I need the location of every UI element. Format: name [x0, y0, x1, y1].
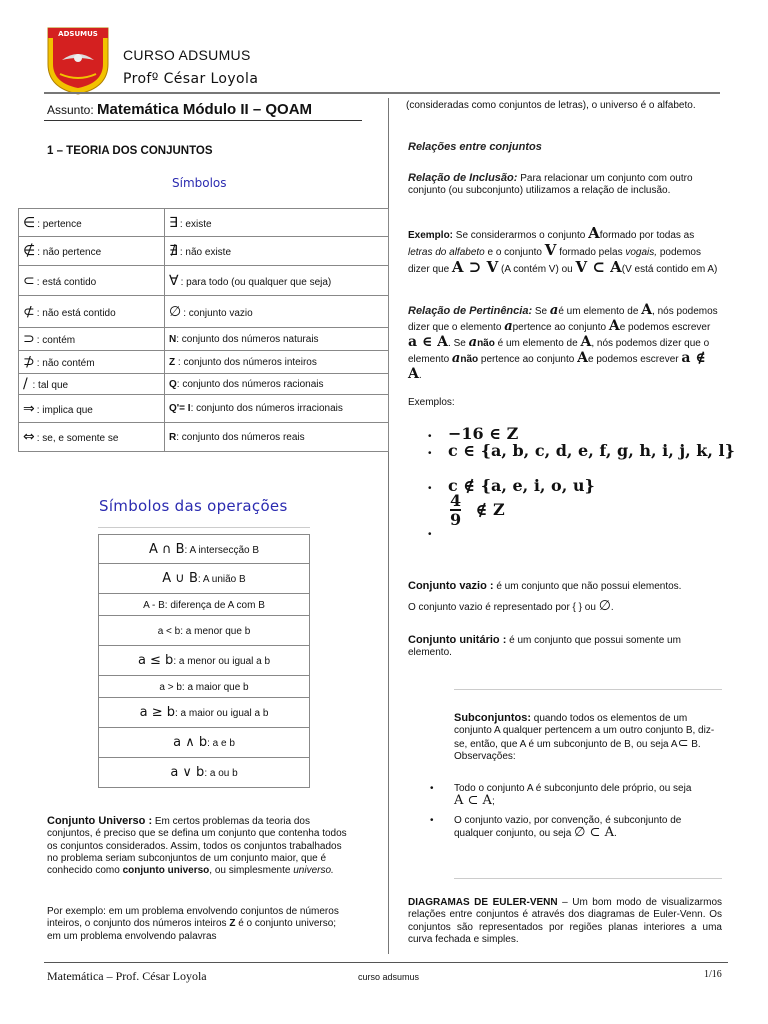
- subsets-paragraph: Subconjuntos: quando todos os elementos de um conjunto A qualquer pertencem a um outro conjunto B, diz-se, então, que A é um subconjunto de B, ou seja A⊂ B. Observações:: [454, 712, 715, 762]
- symbol-cell: ⊅ : não contém: [19, 351, 165, 374]
- symbol-cell: ⇒ : implica que: [19, 395, 165, 423]
- symbol-cell: ⊂ : está contido: [19, 266, 165, 296]
- operation-cell: a < b: a menor que b: [99, 616, 310, 646]
- operation-row: [99, 616, 310, 646]
- example-1: • −16 ∈ Z: [428, 424, 519, 443]
- operation-cell: a ≥ b: a maior ou igual a b: [99, 698, 310, 728]
- operation-cell: a ≤ b: a menor ou igual a b: [99, 646, 310, 676]
- pertinence-paragraph: Relação de Pertinência: Se aé um elemento de A, nós podemos dizer que o elemento apertence ao conjunto Ae podemos escrever a ∈ A. Se anão é um elemento de A, nós podemos dizer que o elemento anão pertence ao conjunto Ae podemos escrever a ∉ A.: [408, 302, 718, 382]
- footer-divider: [44, 962, 728, 963]
- symbol-row: [19, 374, 389, 395]
- symbol-row: [19, 395, 389, 423]
- symbol-cell: ∃ : existe: [165, 209, 389, 237]
- universe-paragraph: Conjunto Universo : Em certos problemas da teoria dos conjuntos, é preciso que se defina um conjunto que contenha todos os conjuntos considerados. Assim, todos os conjuntos trabalhados no problema seriam subconjuntos de um conjunto maior, que é conhecido como conjunto universo, ou simplesmente universo.: [47, 815, 347, 877]
- operation-cell: a ∨ b: a ou b: [99, 758, 310, 788]
- symbol-cell: ⊃ : contém: [19, 328, 165, 351]
- symbols-table: [18, 208, 389, 452]
- subject-underline: [44, 120, 362, 121]
- universe-example: Por exemplo: em um problema envolvendo conjuntos de números inteiros, o conjunto dos números inteiros Z é o conjunto universo; em um problema envolvendo palavras: [47, 906, 339, 942]
- symbol-cell: Q: conjunto dos números racionais: [165, 374, 389, 395]
- symbol-row: [19, 351, 389, 374]
- course-name: CURSO ADSUMUS: [123, 47, 251, 63]
- symbol-cell: ∉ : não pertence: [19, 237, 165, 266]
- operations-table: [98, 534, 310, 788]
- footer-center: curso adsumus: [358, 972, 420, 982]
- operation-cell: a ∧ b: a e b: [99, 728, 310, 758]
- symbol-row: [19, 328, 389, 351]
- logo-text: ADSUMUS: [58, 30, 98, 38]
- relations-title: Relações entre conjuntos: [408, 141, 542, 153]
- operations-title: Símbolos das operações: [99, 497, 288, 515]
- page-number: 1/16: [704, 969, 722, 980]
- example-2: • c ∈ {a, b, c, d, e, f, g, h, i, j, k, l}: [428, 441, 735, 460]
- symbol-cell: ∄ : não existe: [165, 237, 389, 266]
- symbol-cell: ∅ : conjunto vazio: [165, 296, 389, 328]
- universe-continuation: (consideradas como conjuntos de letras), o universo é o alfabeto.: [406, 100, 696, 111]
- examples-label: Exemplos:: [408, 397, 455, 408]
- operation-row: [99, 646, 310, 676]
- symbol-row: [19, 423, 389, 452]
- operation-row: [99, 564, 310, 594]
- subset-note-1: • Todo o conjunto A é subconjunto dele próprio, ou seja A ⊂ A;: [430, 783, 692, 809]
- venn-paragraph: DIAGRAMAS DE EULER-VENN – Um bom modo de visualizarmos relações entre conjuntos é através dos diagramas de Euler-Venn. Os conjuntos são representados por regiões planas interiores a uma curva fechada e simples.: [408, 897, 723, 945]
- symbols-title: Símbolos: [172, 176, 227, 190]
- operation-row: [99, 676, 310, 698]
- symbol-row: [19, 237, 389, 266]
- symbol-cell: N: conjunto dos números naturais: [165, 328, 389, 351]
- section-title: 1 – TEORIA DOS CONJUNTOS: [47, 145, 213, 157]
- operations-divider: [98, 527, 310, 528]
- operation-cell: A ∩ B: A intersecção B: [99, 535, 310, 564]
- symbol-row: [19, 266, 389, 296]
- operation-row: [99, 758, 310, 788]
- footer-left: Matemática – Prof. César Loyola: [47, 969, 207, 983]
- operation-cell: A - B: diferença de A com B: [99, 594, 310, 616]
- header-divider: [44, 92, 720, 94]
- subset-note-2: • O conjunto vazio, por convenção, é subconjunto de qualquer conjunto, ou seja ∅ ⊂ A.: [430, 815, 682, 841]
- symbol-cell: / : tal que: [19, 374, 165, 395]
- inclusion-paragraph: Relação de Inclusão: Para relacionar um conjunto com outro conjunto (ou subconjunto) utilizamos a relação de inclusão.: [408, 172, 693, 197]
- operation-cell: A ∪ B: A união B: [99, 564, 310, 594]
- divider-2: [454, 878, 722, 879]
- empty-set-notation: O conjunto vazio é representado por { } ou ∅.: [408, 598, 614, 614]
- symbol-cell: ⊄ : não está contido: [19, 296, 165, 328]
- symbol-cell: ∈ : pertence: [19, 209, 165, 237]
- example-3: • c ∉ {a, e, i, o, u}: [428, 476, 595, 495]
- operation-row: [99, 698, 310, 728]
- symbol-row: [19, 209, 389, 237]
- symbol-cell: ∀ : para todo (ou qualquer que seja): [165, 266, 389, 296]
- unit-set-paragraph: Conjunto unitário : é um conjunto que possui somente um elemento.: [408, 634, 681, 659]
- logo: [44, 24, 112, 96]
- example-4: $_•$ $\frac{4}{9}$ ∉ Z: [428, 491, 505, 541]
- subject-line: [47, 101, 312, 118]
- operation-row: [99, 535, 310, 564]
- symbol-row: [19, 296, 389, 328]
- operation-row: [99, 728, 310, 758]
- divider-1: [454, 689, 722, 690]
- empty-set-paragraph: Conjunto vazio : é um conjunto que não possui elementos.: [408, 580, 682, 592]
- teacher-name: Profº César Loyola: [123, 71, 259, 87]
- symbol-cell: Z : conjunto dos números inteiros: [165, 351, 389, 374]
- subject-title: Matemática Módulo II – QOAM: [97, 101, 313, 118]
- symbol-cell: R: conjunto dos números reais: [165, 423, 389, 452]
- inclusion-example: Exemplo: Se considerarmos o conjunto Aformado por todas as letras do alfabeto e o conjunto V formado pelas vogais, podemos dizer que A ⊃ V (A contém V) ou V ⊂ A(V está contido em A): [408, 224, 718, 276]
- operation-row: [99, 594, 310, 616]
- symbol-cell: ⇔ : se, e somente se: [19, 423, 165, 452]
- symbol-cell: Q'= I: conjunto dos números irracionais: [165, 395, 389, 423]
- operation-cell: a > b: a maior que b: [99, 676, 310, 698]
- subject-label: Assunto:: [47, 103, 98, 117]
